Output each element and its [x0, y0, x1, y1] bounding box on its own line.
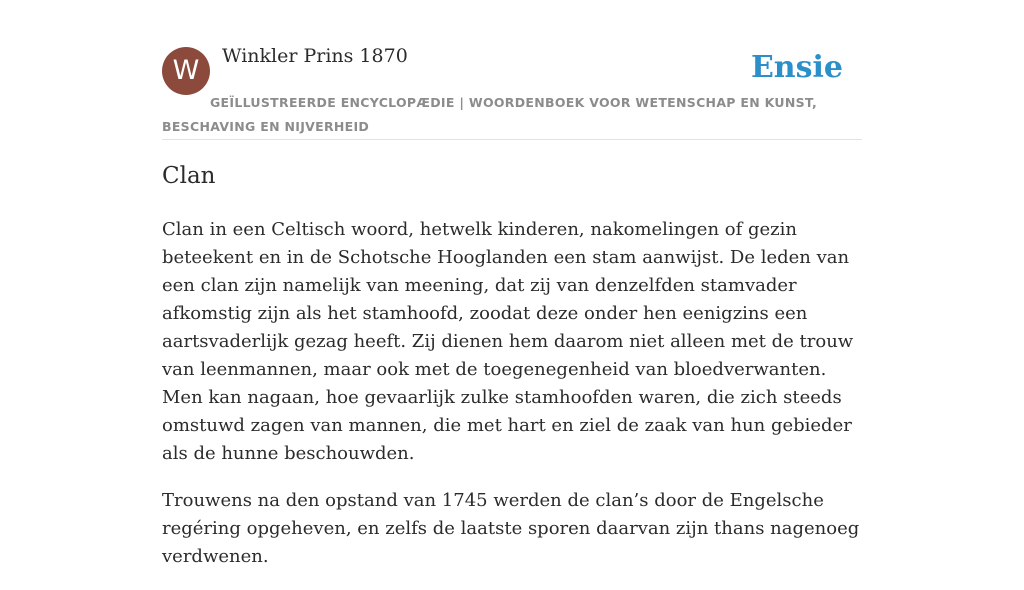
source-subtitle: GEÏLLUSTREERDE ENCYCLOPÆDIE | WOORDENBOEK VOOR WETENSCHAP EN KUNST, BESCHAVING EN NIJVERHEID [162, 95, 818, 134]
article-paragraph: Clan in een Celtisch woord, hetwelk kinderen, nakomelingen of gezin beteekent en in de Schotsche Hooglanden een stam aanwijst. De leden van een clan zijn namelijk van meening, dat zij van denzelfden stamvader afkomstig zijn als het stamhoofd, zoodat deze onder hen eenigzins een aartsvaderlijk gezag heeft. Zij dienen hem daarom niet alleen met de trouw van leenmannen, maar ook met de toegenegenheid van bloedverwanten. Men kan nagaan, hoe gevaarlijk zulke stamhoofden waren, die zich steeds omstuwd zagen van mannen, die met hart en ziel de zaak van hun gebieder als de hunne beschouwden. [162, 219, 854, 464]
source-title-link[interactable]: Winkler Prins 1870 [222, 45, 408, 67]
article-body [162, 216, 862, 590]
article-paragraph: Trouwens na den opstand van 1745 werden de clan’s door de Engelsche regéring opgeheven, en zelfs de laatste sporen daarvan zijn thans nagenoeg verdwenen. [162, 490, 860, 567]
article-title: Clan [162, 163, 216, 189]
source-avatar[interactable]: W [162, 47, 210, 95]
ensie-logo[interactable]: Ensie [750, 50, 843, 85]
header-divider [162, 139, 862, 140]
